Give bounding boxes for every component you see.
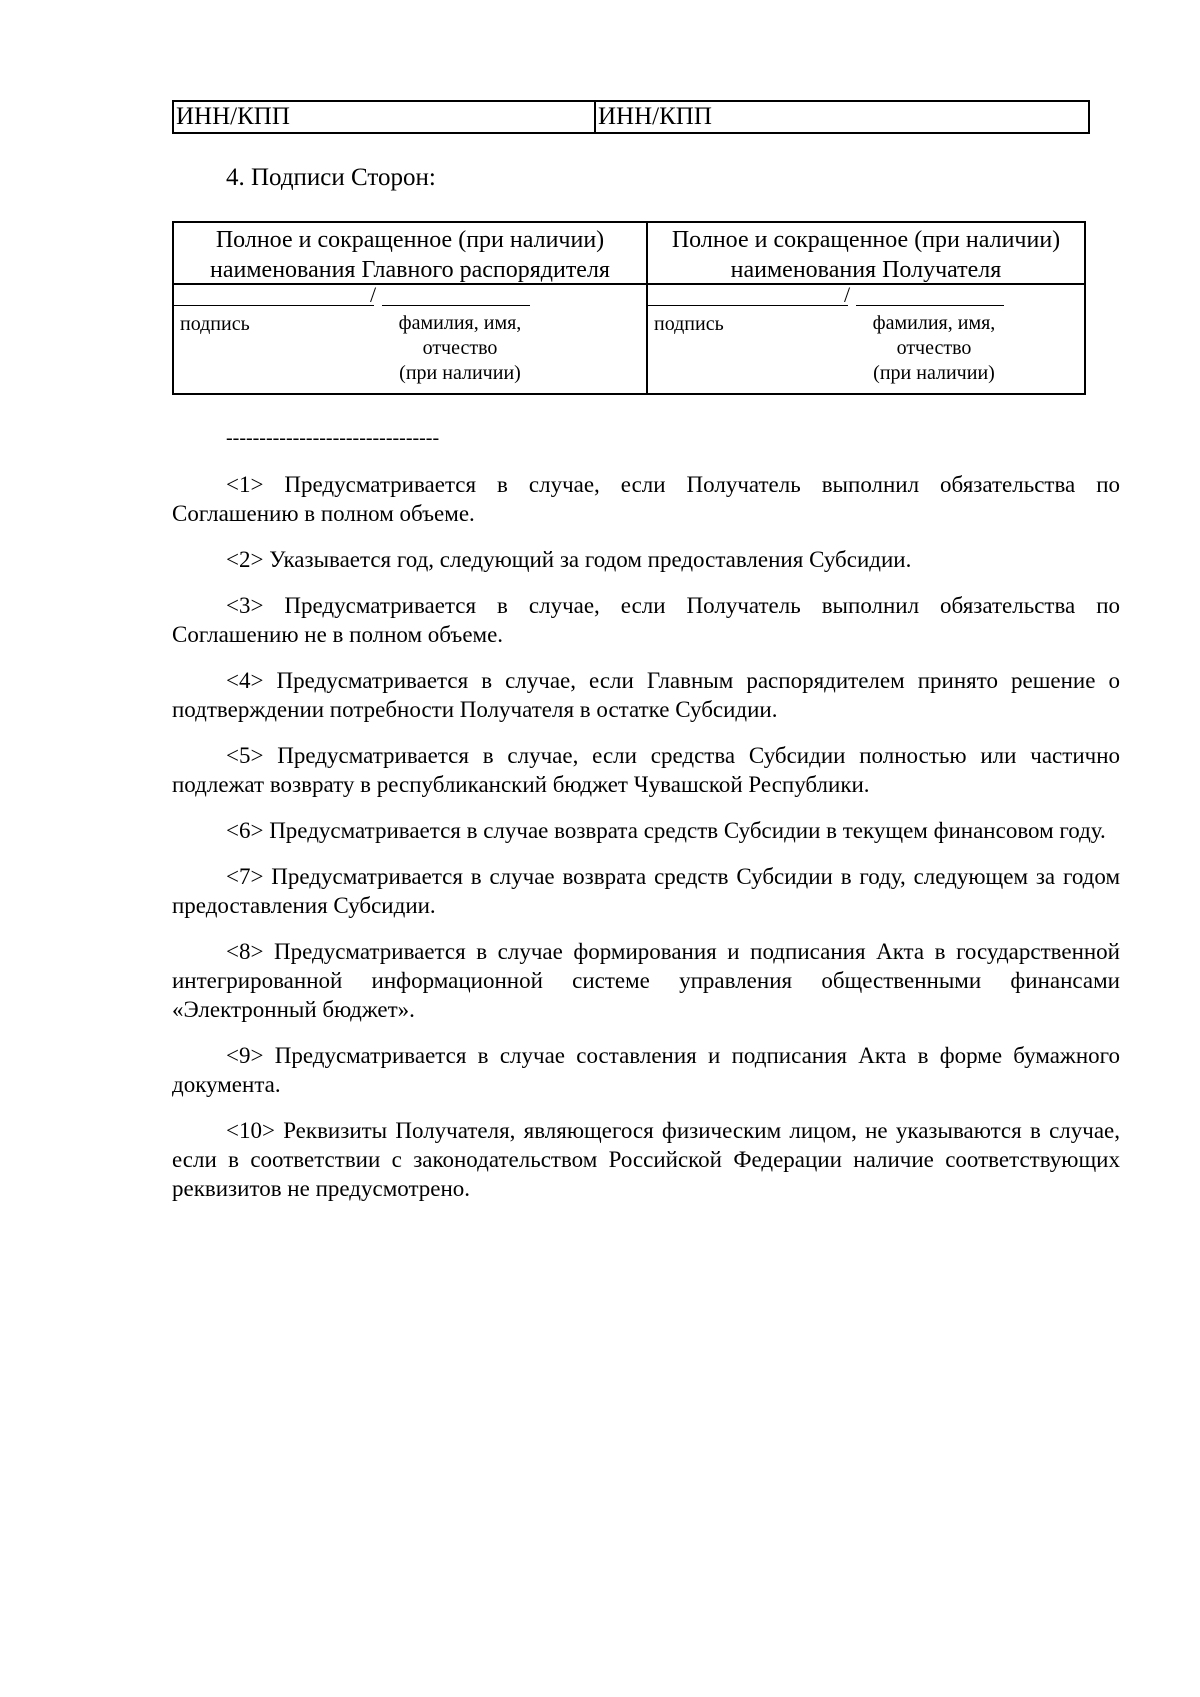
- footnote: <5> Предусматривается в случае, если средства Субсидии полностью или частично подлежат возврату в республиканский бюджет Чувашской Республики.: [172, 743, 1120, 797]
- footnotes-list: [172, 470, 1120, 1220]
- right-signature-slash: /: [844, 282, 851, 307]
- inn-kpp-left-cell: ИНН/КПП: [173, 101, 595, 133]
- left-sign-label: подпись: [180, 313, 250, 335]
- right-signature-line: [648, 305, 848, 306]
- section-title: 4. Подписи Сторон:: [226, 164, 436, 191]
- left-party-header-cell: [173, 222, 647, 284]
- footnote: <8> Предусматривается в случае формирования и подписания Акта в государственной интегрированной информационной системе управления общественными финансами «Электронный бюджет».: [172, 939, 1120, 1022]
- footnote: <7> Предусматривается в случае возврата средств Субсидии в году, следующем за годом предоставления Субсидии.: [172, 864, 1120, 918]
- left-name-label: [360, 311, 560, 386]
- right-name-line: [856, 305, 1004, 306]
- right-party-header: Полное и сокращенное (при наличии) наименования Получателя: [671, 227, 1061, 283]
- right-name-label-line2: отчество: [896, 337, 972, 359]
- right-signature-block: [648, 282, 1084, 393]
- footnote: <3> Предусматривается в случае, если Получатель выполнил обязательства по Соглашению не в полном объеме.: [172, 593, 1120, 647]
- right-name-label-line1: фамилия, имя,: [872, 312, 996, 334]
- footnote: <10> Реквизиты Получателя, являющегося физическим лицом, не указываются в случае, если в соответствии с законодательством Российской Федерации наличие соответствующих реквизитов не предусмотрено.: [172, 1118, 1120, 1201]
- footnote: <4> Предусматривается в случае, если Главным распорядителем принято решение о подтверждении потребности Получателя в остатке Субсидии.: [172, 668, 1120, 722]
- left-name-line: [382, 305, 530, 306]
- footnote: <2> Указывается год, следующий за годом предоставления Субсидии.: [226, 547, 912, 572]
- right-sign-label: подпись: [654, 313, 724, 335]
- left-name-label-line1: фамилия, имя,: [398, 312, 522, 334]
- left-signature-cell: [173, 284, 647, 394]
- left-signature-block: [174, 282, 646, 393]
- left-name-label-line3: (при наличии): [399, 362, 521, 384]
- left-party-header: Полное и сокращенное (при наличии) наименования Главного распорядителя: [210, 227, 610, 283]
- left-name-label-line2: отчество: [422, 337, 498, 359]
- right-name-label: [834, 311, 1034, 386]
- footnote: <1> Предусматривается в случае, если Получатель выполнил обязательства по Соглашению в полном объеме.: [172, 472, 1120, 526]
- right-signature-cell: [647, 284, 1085, 394]
- inn-kpp-right-cell: ИНН/КПП: [595, 101, 1089, 133]
- inn-kpp-table: [172, 100, 1090, 134]
- left-signature-line: [174, 305, 374, 306]
- footnote: <6> Предусматривается в случае возврата средств Субсидии в текущем финансовом году.: [226, 818, 1106, 843]
- right-party-header-cell: [647, 222, 1085, 284]
- right-name-label-line3: (при наличии): [873, 362, 995, 384]
- inn-kpp-row: [173, 101, 1089, 133]
- footnotes-divider: --------------------------------: [226, 427, 440, 449]
- signatures-header-row: [173, 222, 1085, 284]
- signatures-body-row: [173, 284, 1085, 394]
- signatures-table: [172, 221, 1086, 395]
- footnote: <9> Предусматривается в случае составления и подписания Акта в форме бумажного документа.: [172, 1043, 1120, 1097]
- left-signature-slash: /: [370, 282, 377, 307]
